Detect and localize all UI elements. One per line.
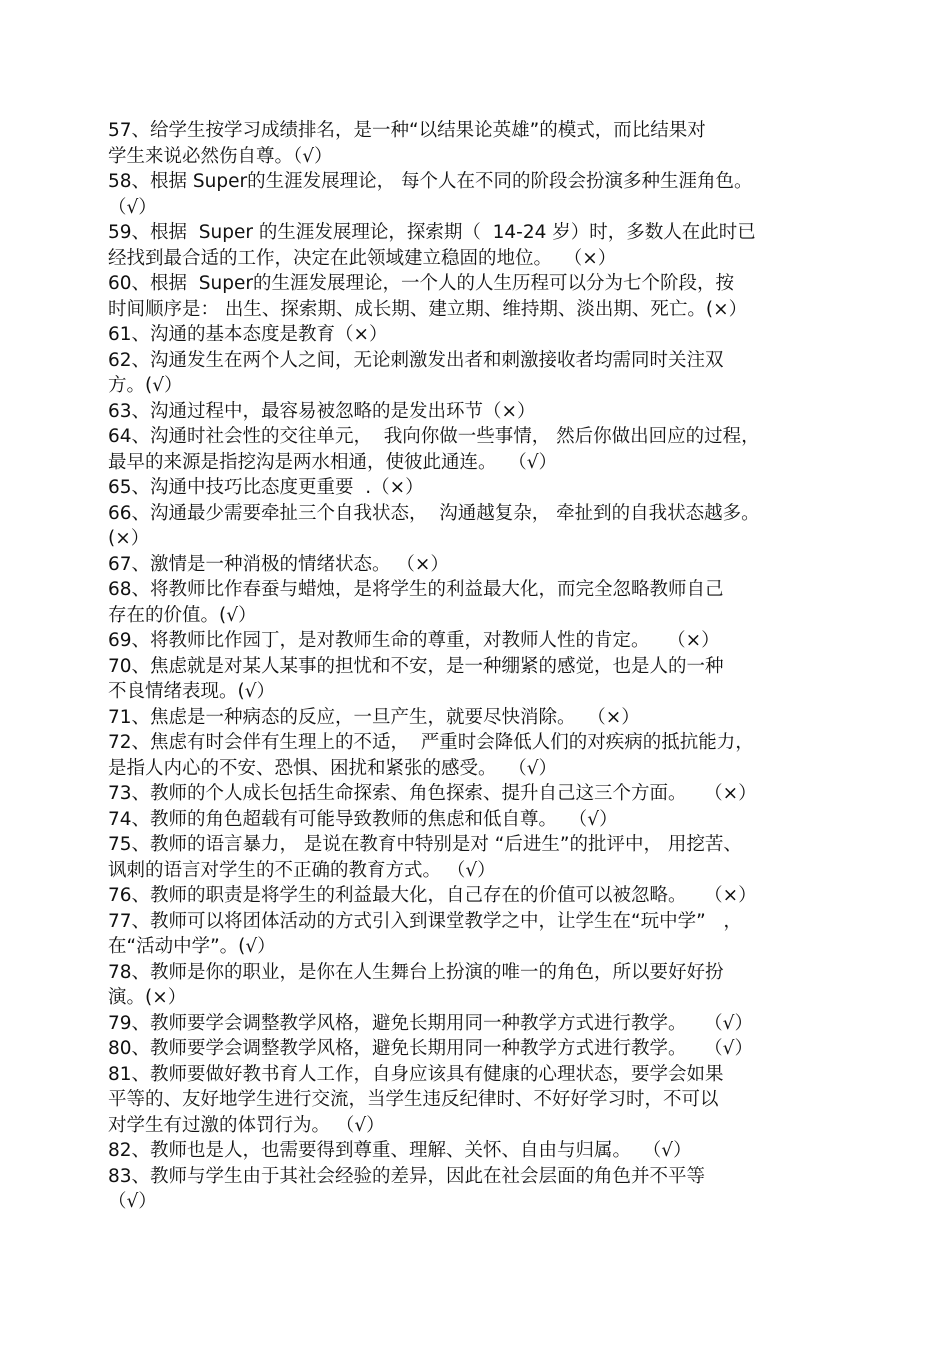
question-line: 83、教师与学生由于其社会经验的差异，因此在社会层面的角色并不平等 <box>108 1165 706 1187</box>
question-item <box>108 628 853 654</box>
question-line: 82、教师也是人，也需要得到尊重、理解、关怀、自由与归属。 （√） <box>108 1140 692 1161</box>
question-line: 58、根据 Super的生涯发展理论， 每个人在不同的阶段会扮演多种生涯角色。 <box>108 171 753 192</box>
question-line: 73、教师的个人成长包括生命探索、角色探索、提升自己这三个方面。 （×） <box>108 783 757 804</box>
question-line: 存在的价值。(√） <box>108 604 257 626</box>
question-item <box>108 424 853 475</box>
question-item <box>108 220 853 271</box>
question-item <box>108 960 853 1011</box>
question-line: 66、沟通最少需要牵扯三个自我状态， 沟通越复杂， 牵扯到的自我状态越多。 <box>108 502 760 524</box>
question-line: 平等的、友好地学生进行交流，当学生违反纪律时、不好好学习时，不可以 <box>108 1089 719 1110</box>
question-item <box>108 399 853 425</box>
question-line: 经找到最合适的工作，决定在此领域建立稳固的地位。 （×） <box>108 247 617 269</box>
question-line: 76、教师的职责是将学生的利益最大化，自己存在的价值可以被忽略。 （×） <box>108 885 757 906</box>
question-line: 69、将教师比作园丁，是对教师生命的尊重，对教师人性的肯定。 （×） <box>108 630 720 651</box>
question-line: 81、教师要做好教书育人工作，自身应该具有健康的心理状态，要学会如果 <box>108 1063 724 1085</box>
question-item <box>108 705 853 731</box>
question-line: 时间顺序是： 出生、探索期、成长期、建立期、维持期、淡出期、死亡。(×） <box>108 298 748 320</box>
question-item <box>108 475 853 501</box>
question-line: 60、根据 Super的生涯发展理论，一个人的人生历程可以分为七个阶段，按 <box>108 273 735 294</box>
question-item <box>108 832 853 883</box>
question-line: 演。(×） <box>108 987 187 1008</box>
question-item <box>108 883 853 909</box>
question-line: 79、教师要学会调整教学风格，避免长期用同一种教学方式进行教学。 （√） <box>108 1012 753 1034</box>
question-item <box>108 1011 853 1037</box>
question-line: 对学生有过激的体罚行为。 （√） <box>108 1114 385 1136</box>
question-line: 68、将教师比作春蚕与蜡烛，是将学生的利益最大化，而完全忽略教师自己 <box>108 579 724 600</box>
question-line: 63、沟通过程中，最容易被忽略的是发出环节（×） <box>108 400 536 422</box>
question-item <box>108 1164 853 1215</box>
question-line: （√） <box>108 1191 157 1212</box>
question-item <box>108 348 853 399</box>
question-item <box>108 118 853 169</box>
question-line: 不良情绪表现。(√） <box>108 681 276 702</box>
question-line: 最早的来源是指挖沟是两水相通，使彼此通连。 （√） <box>108 451 558 473</box>
question-line: 在“活动中学”。(√） <box>108 936 276 957</box>
question-item <box>108 169 853 220</box>
question-item <box>108 322 853 348</box>
question-line: 65、沟通中技巧比态度更重要 .（×） <box>108 477 424 498</box>
question-line: 75、教师的语言暴力， 是说在教育中特别是对 “后进生”的批评中， 用挖苦、 <box>108 834 742 855</box>
question-line: 77、教师可以将团体活动的方式引入到课堂教学之中，让学生在“玩中学” ， <box>108 910 742 932</box>
question-line: 62、沟通发生在两个人之间，无论刺激发出者和刺激接收者均需同时关注双 <box>108 349 724 371</box>
question-item <box>108 1062 853 1139</box>
question-line: 学生来说必然伤自尊。（√） <box>108 145 333 167</box>
question-item <box>108 807 853 833</box>
question-line: 74、教师的角色超载有可能导致教师的焦虑和低自尊。 （√） <box>108 808 618 830</box>
question-line: 59、根据 Super 的生涯发展理论，探索期（ 14-24 岁）时，多数人在此时已 <box>108 222 756 243</box>
question-item <box>108 501 853 552</box>
question-item <box>108 730 853 781</box>
question-line: 64、沟通时社会性的交往单元， 我向你做一些事情， 然后你做出回应的过程， <box>108 426 760 447</box>
question-line: 71、焦虑是一种病态的反应，一旦产生，就要尽快消除。 （×） <box>108 706 640 728</box>
question-line: 67、激情是一种消极的情绪状态。 （×） <box>108 553 449 575</box>
question-line: 61、沟通的基本态度是教育（×） <box>108 324 388 345</box>
question-line: 57、给学生按学习成绩排名，是一种“以结果论英雄”的模式，而比结果对 <box>108 120 706 141</box>
question-item <box>108 654 853 705</box>
question-line: 80、教师要学会调整教学风格，避免长期用同一种教学方式进行教学。 （√） <box>108 1038 753 1059</box>
question-line: 是指人内心的不安、恐惧、困扰和紧张的感受。 （√） <box>108 757 558 779</box>
question-line: 72、焦虑有时会伴有生理上的不适， 严重时会降低人们的对疾病的抵抗能力， <box>108 732 754 753</box>
question-item <box>108 271 853 322</box>
question-line: 讽刺的语言对学生的不正确的教育方式。 （√） <box>108 859 496 881</box>
question-line: （√） <box>108 196 157 218</box>
question-line: 70、焦虑就是对某人某事的担忧和不安，是一种绷紧的感觉，也是人的一种 <box>108 655 724 677</box>
question-item <box>108 552 853 578</box>
question-item <box>108 1036 853 1062</box>
question-item <box>108 1138 853 1164</box>
question-line: 78、教师是你的职业，是你在人生舞台上扮演的唯一的角色，所以要好好扮 <box>108 961 724 983</box>
question-line: (×） <box>108 528 150 549</box>
question-item <box>108 781 853 807</box>
question-line: 方。(√） <box>108 375 183 396</box>
question-item <box>108 909 853 960</box>
question-item <box>108 577 853 628</box>
document-page <box>108 118 853 1215</box>
